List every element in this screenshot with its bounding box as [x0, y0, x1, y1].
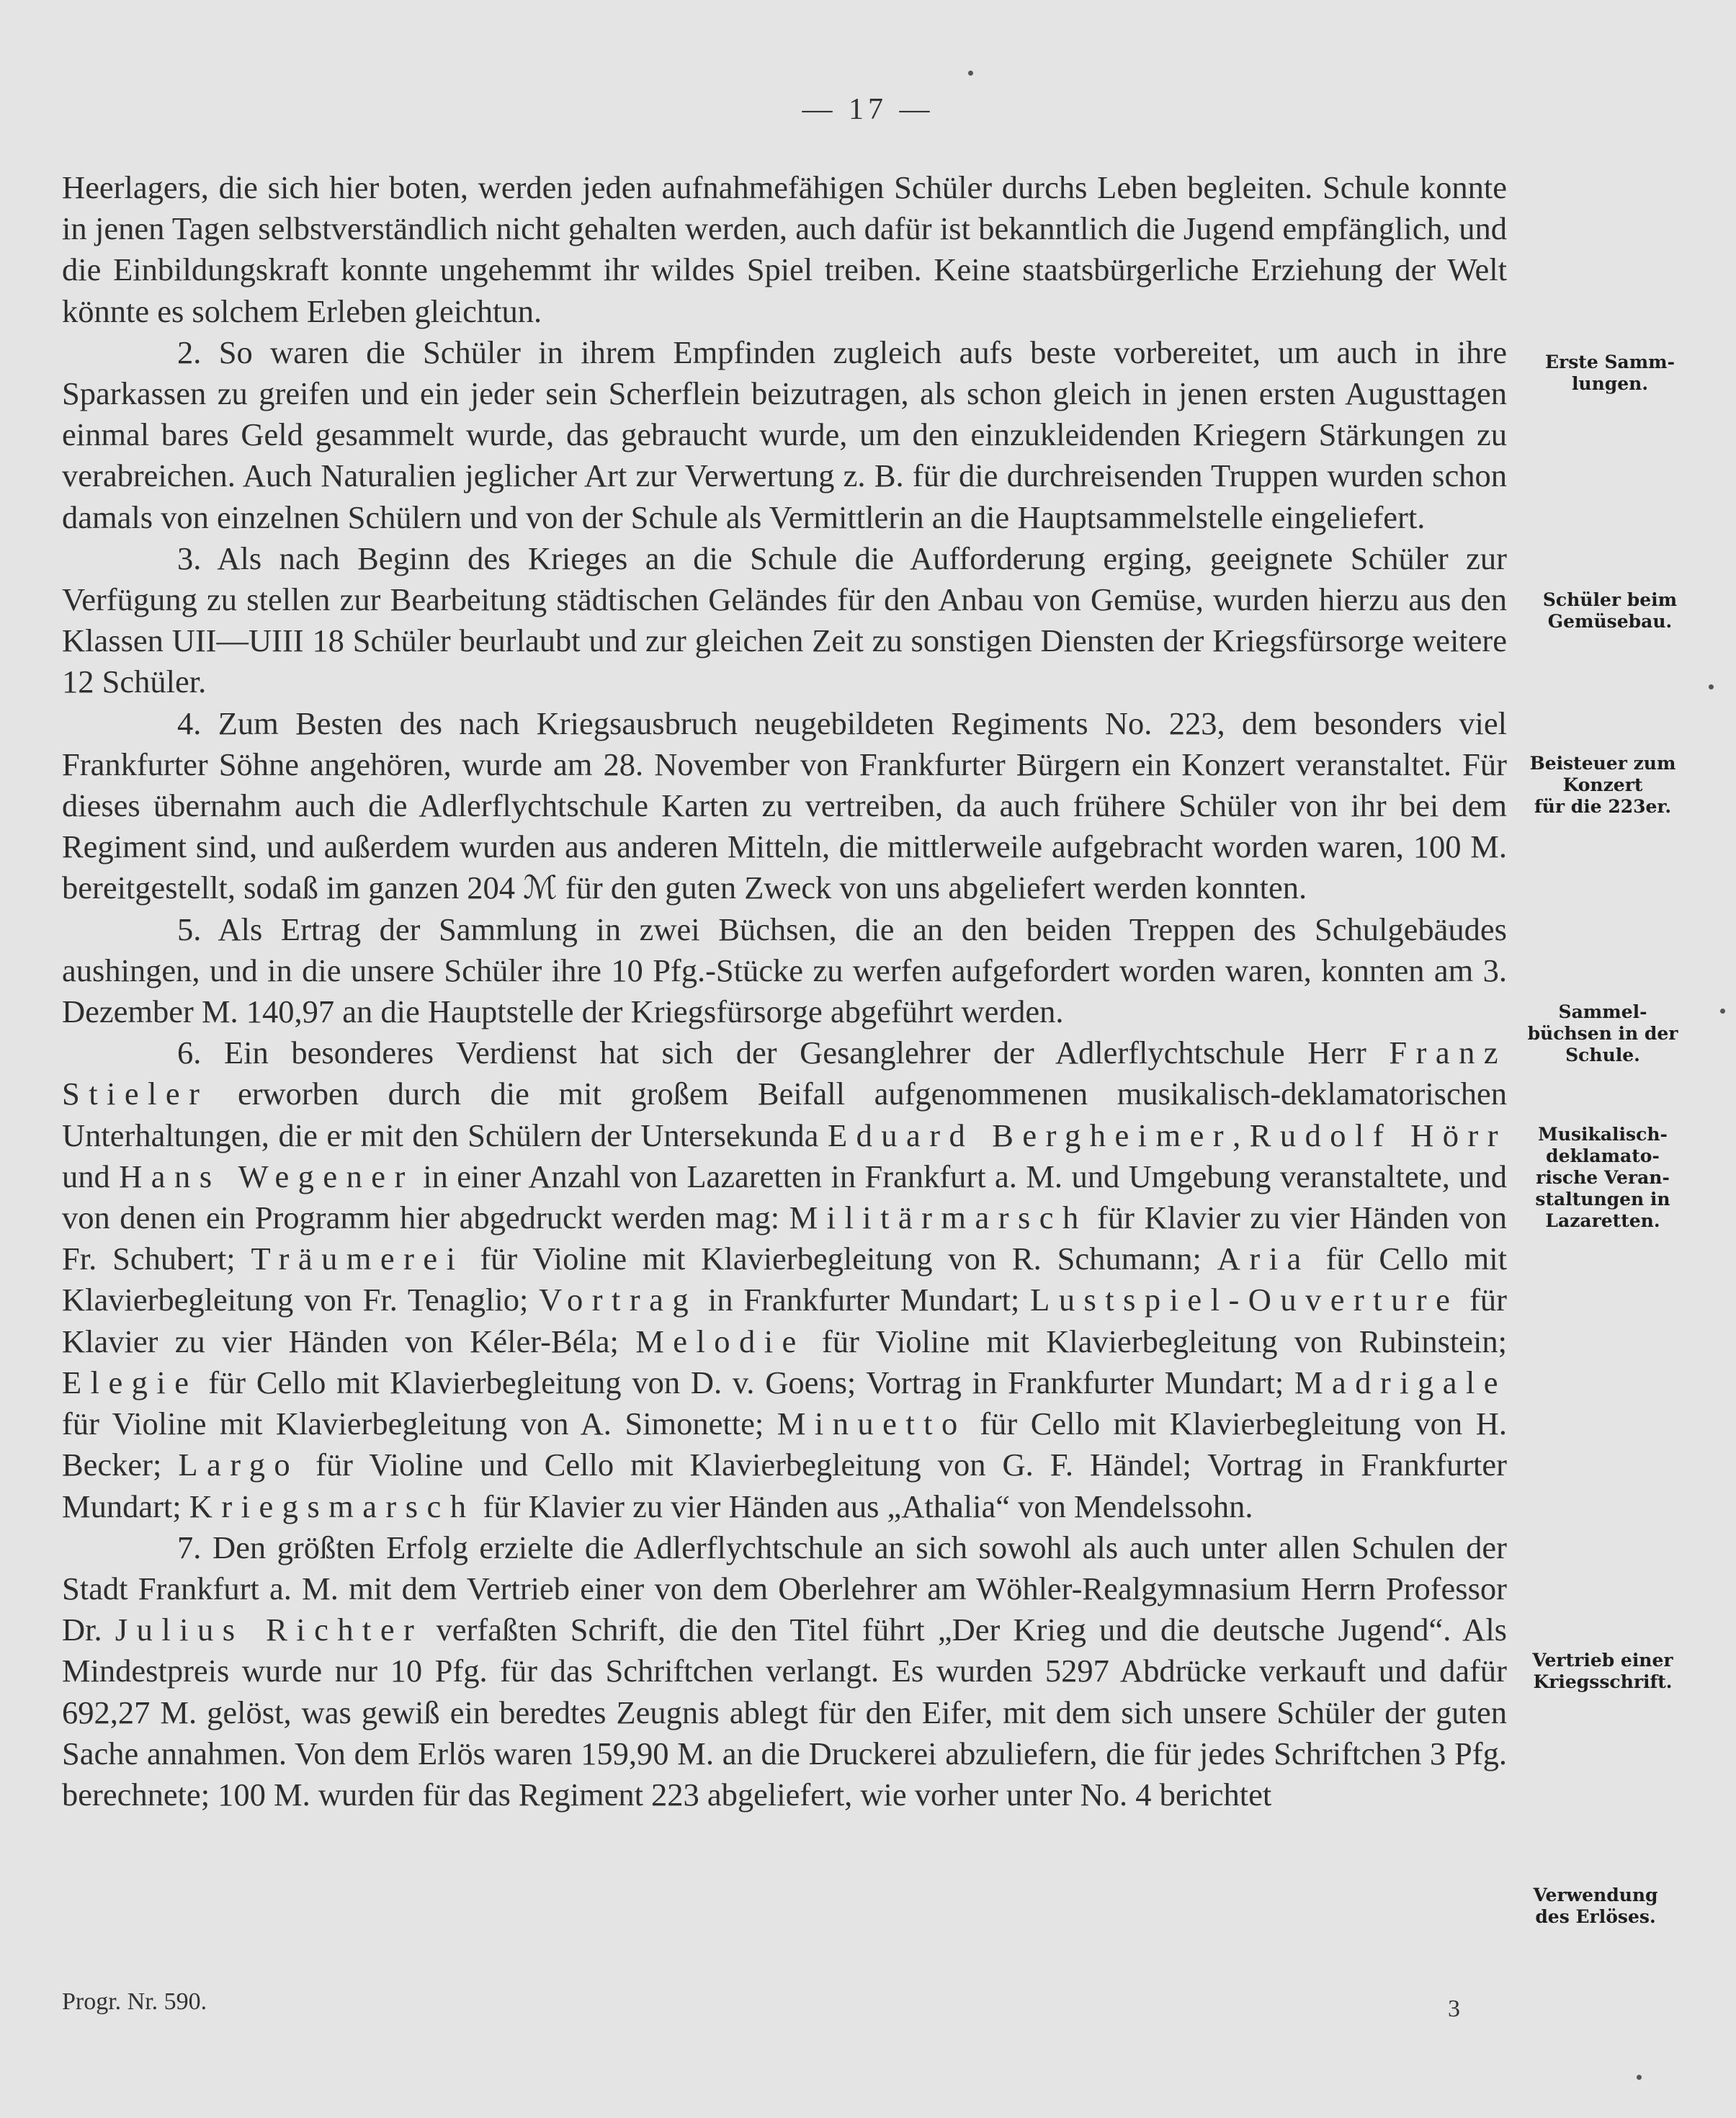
spaced-name: Franz Stieler [62, 1035, 1507, 1112]
paragraph-4: 4. Zum Besten des nach Kriegsausbruch neugebildeten Regiments No. 223, dem besonders viel Frankfurter Söhne angehören, wurde am 28. November von Frankfurter Bürgern ein Konzert veranstaltet. Für dieses übernahm auch die Adlerflychtschule Karten zu vertreiben, da auch frühere Schüler von ihr bei dem Regiment sind, und außerdem wurden aus anderen Mitteln, die mittlerweile aufgebracht worden waren, 100 M. bereitgestellt, sodaß im ganzen 204 ℳ für den guten Zweck von uns abgeliefert werden konnten. [62, 705, 1507, 906]
program-number: Progr. Nr. 590. [62, 1988, 207, 2015]
spaced-title: Largo [178, 1447, 300, 1483]
spaced-title: Minuetto [777, 1406, 967, 1442]
spaced-name: Hans Wegener [119, 1158, 414, 1194]
paper-speck [1709, 684, 1714, 689]
margin-note: Sammel- büchsen in der Schule. [1527, 1001, 1678, 1065]
spaced-title: Aria [1217, 1241, 1310, 1277]
margin-note: Erste Samm- lungen. [1545, 352, 1675, 394]
spaced-title: Lustspiel-Ouverture [1030, 1282, 1459, 1318]
paragraph-3: 3. Als nach Beginn des Krieges an die Schule die Aufforderung erging, geeignete Schüler zur Verfügung zu stellen zur Bearbeitung städtischen Geländes für den Anbau von Gemüse, wurden hierzu aus den Klassen UII—UIII 18 Schüler beurlaubt und zur gleichen Zeit zu sonstigen Diensten der Kriegsfürsorge weitere 12 Schüler. [62, 540, 1507, 700]
spaced-title: Melodie [635, 1323, 805, 1359]
spaced-title: Militärmarsch [789, 1199, 1088, 1236]
paragraph-7: 7. Den größten Erfolg erzielte die Adlerflychtschule an sich sowohl als auch unter allen Schulen der Stadt Frankfurt a. M. mit dem Vertrieb einer von dem Oberlehrer am Wöhler-Realgymnasium Herrn Professor Dr. Julius Richter verfaßten Schrift, die den Titel führt „Der Krieg und die deutsche Jugend“. Als Mindestpreis wurde nur 10 Pfg. für das Schriftchen verlangt. Es wurden 5297 Abdrücke verkauft und dafür 692,27 M. gelöst, was gewiß ein beredtes Zeugnis ablegt für den Eifer, mit dem sich unsere Schüler der guten Sache annahmen. Von dem Erlös waren 159,90 M. an die Druckerei abzuliefern, die für jedes Schriftchen 3 Pfg. berechnete; 100 M. wurden für das Regiment 223 abgeliefert, wie vorher unter No. 4 berichtet [62, 1529, 1507, 1813]
spaced-name: Rudolf Hörr [1249, 1117, 1507, 1153]
sheet-number: 3 [1448, 1996, 1460, 2022]
spaced-name: Eduard Bergheimer [827, 1117, 1233, 1153]
paper-speck [1720, 1009, 1725, 1014]
margin-note: Beisteuer zum Konzert für die 223er. [1529, 753, 1676, 817]
spaced-title: Elegie [62, 1364, 198, 1400]
paragraph-6: 6. Ein besonderes Verdienst hat sich der Gesanglehrer der Adlerflychtschule Herr Franz Stieler erworben durch die mit großem Beifall aufgenommenen musikalisch-deklamatorischen Unterhaltungen, die er mit den Schülern der Untersekunda Eduard Bergheimer, Rudolf Hörr und Hans Wegener in einer Anzahl von Lazaretten in Frankfurt a. M. und Umgebung veranstaltete, und von denen ein Programm hier abgedruckt werden mag: Militärmarsch für Klavier zu vier Händen von Fr. Schubert; Träumerei für Violine mit Klavierbegleitung von R. Schumann; Aria für Cello mit Klavierbegleitung von Fr. Tenaglio; Vortrag in Frankfurter Mundart; Lustspiel-Ouverture für Klavier zu vier Händen von Kéler-Béla; Melodie für Violine mit Klavierbegleitung von Rubinstein; Elegie für Cello mit Klavierbegleitung von D. v. Goens; Vortrag in Frankfurter Mundart; Madrigale für Violine mit Klavierbegleitung von A. Simonette; Minuetto für Cello mit Klavierbegleitung von H. Becker; Largo für Violine und Cello mit Klavierbegleitung von G. F. Händel; Vortrag in Frankfurter Mundart; Kriegsmarsch für Klavier zu vier Händen aus „Athalia“ von Mendelssohn. [62, 1035, 1508, 1524]
paper-speck [968, 71, 973, 76]
paragraph-1: Heerlagers, die sich hier boten, werden jeden aufnahmefähigen Schüler durchs Leben begleiten. Schule konnte in jenen Tagen selbstverständlich nicht gehalten werden, auch dafür ist bekanntlich die Jugend empfänglich, und die Einbildungskraft konnte ungehemmt ihr wildes Spiel treiben. Keine staatsbürgerliche Erziehung der Welt könnte es solchem Erleben gleichtun. [62, 169, 1507, 329]
margin-note: Schüler beim Gemüsebau. [1542, 589, 1678, 632]
paragraph-5: 5. Als Ertrag der Sammlung in zwei Büchsen, die an den beiden Treppen des Schulgebäudes aushingen, und in die unsere Schüler ihre 10 Pfg.-Stücke zu werfen aufgefordert worden waren, konnten am 3. Dezember M. 140,97 an die Hauptstelle der Kriegsfürsorge abgeführt werden. [62, 911, 1507, 1030]
spaced-name: Julius Richter [115, 1612, 424, 1648]
paragraph-2: 2. So waren die Schüler in ihrem Empfinden zugleich aufs beste vorbereitet, um auch in ihre Sparkassen zu greifen und ein jeder sein Scherflein beizutragen, als schon gleich in jenen ersten Augusttagen einmal bares Geld gesammelt wurde, das gebraucht wurde, um den einzukleidenden Kriegern Stärkungen zu verabreichen. Auch Naturalien jeglicher Art zur Verwertung z. B. für die durchreisenden Truppen wurden schon damals von einzelnen Schülern und von der Schule als Vermittlerin an die Hauptsammelstelle eingeliefert. [62, 334, 1507, 535]
spaced-title: Kriegsmarsch [189, 1488, 475, 1524]
margin-note: Musikalisch- deklamato- rische Veran- staltungen in Lazaretten. [1535, 1124, 1670, 1231]
spaced-title: Träumerei [251, 1241, 465, 1277]
spaced-title: Madrigale [1294, 1364, 1507, 1400]
margin-note: Vertrieb einer Kriegsschrift. [1532, 1650, 1673, 1692]
body-text [62, 167, 1507, 1815]
page-header: — 17 — [802, 93, 934, 126]
paper-speck [1637, 2075, 1642, 2080]
margin-note: Verwendung des Erlöses. [1533, 1885, 1658, 1927]
spaced-title: Vortrag [539, 1282, 698, 1318]
